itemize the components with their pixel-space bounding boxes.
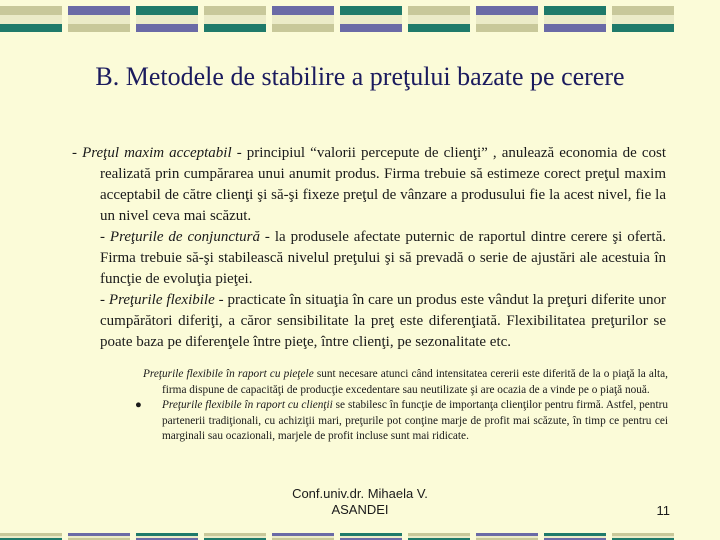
stripe-band (612, 24, 674, 32)
stripe-block (612, 533, 674, 540)
stripe-block (204, 533, 266, 540)
top-decorative-stripes (0, 6, 720, 32)
stripe-band (476, 6, 538, 15)
stripe-band (612, 15, 674, 24)
stripe-band (544, 15, 606, 24)
author-line-2: ASANDEI (331, 502, 389, 517)
stripe-block (408, 533, 470, 540)
subnote-clients (135, 398, 668, 445)
stripe-band (476, 24, 538, 32)
stripe-band (68, 6, 130, 15)
stripe-block (272, 6, 334, 32)
slide-body (72, 143, 666, 353)
stripe-band (136, 15, 198, 24)
term-flexible-price: - Preţurile flexibile (100, 292, 215, 308)
term-max-price: - Preţul maxim acceptabil (72, 145, 232, 161)
stripe-band (272, 24, 334, 32)
stripe-block (0, 533, 62, 540)
footer-author (260, 486, 460, 518)
paragraph-conjuncture-price-text: - la produsele afectate puternic de raportul dintre cerere şi ofertă. Firma trebuie să-şi stabilească nivelul preţului şi să prevadă o serie de ajustări ale acestuia în funcţie de evoluţia pieţei. (100, 229, 666, 287)
subnote-markets-text: sunt necesare atunci când intensitatea cererii este diferită de la o piaţă la alta, firma dispune de capacităţi de producţie excedentare sau neutilizate şi are ocazia de a vinde pe o piaţă nouă. (162, 368, 668, 396)
subnote-markets-term: Preţurile flexibile în raport cu pieţele (143, 368, 314, 380)
paragraph-max-price (72, 143, 666, 227)
stripe-block (136, 533, 198, 540)
stripe-band (408, 6, 470, 15)
stripe-band (544, 24, 606, 32)
stripe-band (272, 6, 334, 15)
term-conjuncture-price: - Preţurile de conjunctură (100, 229, 260, 245)
stripe-band (476, 15, 538, 24)
stripe-block (612, 6, 674, 32)
stripe-band (340, 24, 402, 32)
stripe-band (272, 15, 334, 24)
stripe-band (408, 24, 470, 32)
author-line-1: Conf.univ.dr. Mihaela V. (292, 486, 428, 501)
paragraph-max-price-text: - principiul “valorii percepute de clienţi” , anulează economia de cost realizată prin cumpărarea unui anumit produs. Firma trebuie să estimeze corect preţul maxim acceptabil de către clienţi şi să-şi fixeze preţul de vânzare a produsului fie la acest nivel, fie la un nivel ceva mai scăzut. (100, 145, 666, 224)
stripe-block (68, 533, 130, 540)
page-number: 11 (656, 503, 670, 518)
paragraph-conjuncture-price (72, 227, 666, 290)
subnote-clients-text: se stabilesc în funcţie de importanţa clienţilor pentru firmă. Astfel, pentru partenerii tradiţionali, cu achiziţii mari, preţurile pot conţine marje de profit mai scăzute, în timp ce pentru cei marginali sau ocazionali, marjele de profit incluse sunt mai ridicate. (162, 399, 668, 442)
stripe-block (272, 533, 334, 540)
stripe-block (544, 533, 606, 540)
stripe-band (136, 6, 198, 15)
stripe-band (0, 6, 62, 15)
stripe-block (136, 6, 198, 32)
stripe-block (0, 6, 62, 32)
stripe-band (340, 15, 402, 24)
stripe-band (0, 24, 62, 32)
bullet-icon: ● (135, 399, 142, 411)
stripe-block (340, 533, 402, 540)
paragraph-flexible-price-text: - practicate în situaţia în care un produs este vândut la preţuri diferite unor cumpărători diferiţi, a căror sensibilitate la preţ este diferenţiată. Flexibilitatea preţurilor se poate baza pe diferenţele între pieţe, între clienţi, pe sezonalitate etc. (100, 292, 667, 350)
stripe-block (476, 6, 538, 32)
stripe-block (544, 6, 606, 32)
stripe-band (0, 15, 62, 24)
stripe-band (544, 6, 606, 15)
subnote-clients-term: Preţurile flexibile în raport cu clienţii (162, 399, 333, 411)
stripe-block (204, 6, 266, 32)
stripe-block (68, 6, 130, 32)
stripe-band (204, 15, 266, 24)
stripe-band (68, 24, 130, 32)
subnote-markets (143, 367, 668, 398)
stripe-band (68, 15, 130, 24)
bottom-decorative-stripes (0, 533, 720, 540)
stripe-band (612, 6, 674, 15)
subnotes (135, 367, 668, 445)
stripe-band (204, 24, 266, 32)
slide-title: B. Metodele de stabilire a preţului bazate pe cerere (95, 62, 625, 91)
stripe-band (136, 24, 198, 32)
stripe-block (340, 6, 402, 32)
stripe-block (476, 533, 538, 540)
stripe-band (340, 6, 402, 15)
stripe-band (204, 6, 266, 15)
stripe-band (408, 15, 470, 24)
paragraph-flexible-price (72, 290, 666, 353)
stripe-block (408, 6, 470, 32)
